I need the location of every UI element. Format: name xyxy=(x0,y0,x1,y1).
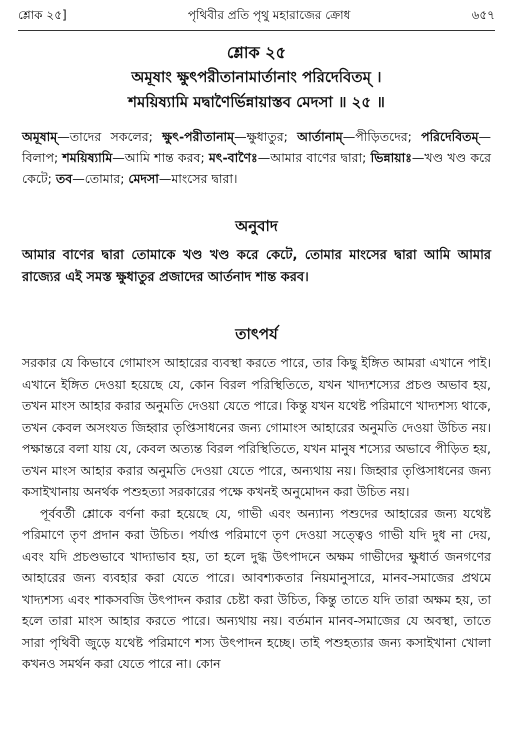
synonym-meaning: —পীড়িতদের; xyxy=(342,129,422,144)
translation-text: আমার বাণের দ্বারা তোমাকে খণ্ড খণ্ড করে কেটে, তোমার মাংসের দ্বারা আমি আমার রাজ্যের এই সমস্ত ক্ষুধাতুর প্রজাদের আর্তনাদ শান্ত করব। xyxy=(22,248,491,285)
running-header xyxy=(18,6,495,28)
synonym-term: অমূষাম্ xyxy=(22,129,58,144)
header-verse-ref: শ্লোক ২৫] xyxy=(18,8,67,22)
synonym-meaning: —ক্ষুধাতুর; xyxy=(234,129,298,144)
synonym-term: ক্ষুৎ-পরীতানাম্ xyxy=(162,129,235,144)
synonym-term: মৎ-বাণৈঃ xyxy=(208,150,258,165)
verse-heading: শ্লোক ২৫ xyxy=(226,43,287,62)
purport-paragraph-1: সরকার যে কিভাবে গোমাংস আহারের ব্যবস্থা করতে পারে, তার কিছু ইঙ্গিত আমরা এখানে পাই। এখানে ইঙ্গিত দেওয়া হয়েছে যে, কোন বিরল পরিস্থিতিতে, যখন খাদ্যশস্যের প্রচণ্ড অভাব হয়, তখন মাংস আহার করার অনুমতি দেওয়া যেতে পারে। কিন্তু যখন যথেষ্ট পরিমাণে খাদ্যশস্য থাকে, তখন কেবল অসংযত জিহ্বার তৃপ্তিসাধনের জন্য গোমাংস আহারের অনুমতি দেওয়া উচিত নয়। পক্ষান্তরে বলা যায় যে, কেবল অত্যন্ত বিরল পরিস্থিতিতে, যখন মানুষ শস্যের অভাবে পীড়িত হয়, তখন মাংস আহার করার অনুমতি দেওয়া যেতে পারে, অন্যথায় নয়। জিহ্বার তৃপ্তিসাধনের জন্য কসাইখানায় অনর্থক পশুহত্যা সরকারের পক্ষে কখনই অনুমোদন করা উচিত নয়। xyxy=(22,355,491,499)
header-chapter-title: পৃথিবীর প্রতি পৃথু মহারাজের ক্রোধ xyxy=(187,8,351,22)
verse-line-1: অমূষাং ক্ষুৎপরীতানামার্তানাং পরিদেবিতম্ । xyxy=(131,68,382,86)
synonym-term: আর্তানাম্ xyxy=(297,129,343,144)
synonym-term: শময়িষ্যামি xyxy=(62,150,113,165)
header-rule xyxy=(18,30,495,31)
translation-title: অনুবাদ xyxy=(235,217,278,235)
synonym-term: তব xyxy=(55,171,73,186)
synonym-meaning: —মাংসের দ্বারা। xyxy=(158,171,238,186)
synonym-meaning: —বিলাপ; xyxy=(22,129,492,165)
verse-line-2: শময়িষ্যামি মদ্বাণৈর্ভিন্নায়াস্তব মেদসা ॥ ২৫ ॥ xyxy=(128,93,385,111)
purport-title: তাৎপর্য xyxy=(235,325,278,343)
synonym-term: মেদসা xyxy=(128,171,159,186)
purport-body xyxy=(22,352,491,675)
synonym-term: পরিদেবিতম্ xyxy=(421,129,479,144)
synonyms-block xyxy=(22,126,491,189)
synonym-meaning: —খণ্ড খণ্ড করে কেটে; xyxy=(22,150,491,186)
page-number: ৬৫৭ xyxy=(471,8,495,22)
purport-paragraph-2: পূর্ববর্তী শ্লোকে বর্ণনা করা হয়েছে যে, গাভী এবং অন্যান্য পশুদের আহারের জন্য যথেষ্ট পরিমাণে তৃণ প্রদান করা উচিত। পর্যাপ্ত পরিমাণে তৃণ দেওয়া সত্ত্বেও গাভী যদি দুধ না দেয়, এবং যদি প্রচণ্ডভাবে খাদ্যাভাব হয়, তা হলে দুগ্ধ উৎপাদনে অক্ষম গাভীদের ক্ষুধার্ত জনগণের আহারের জন্য ব্যবহার করা যেতে পারে। আবশ্যকতার নিয়মানুসারে, মানব-সমাজের প্রথমে খাদ্যশস্য এবং শাকসবজি উৎপাদন করার চেষ্টা করা উচিত, কিন্তু তাতে যদি তারা অক্ষম হয়, তা হলে তারা মাংস আহার করতে পারে। অন্যথায় নয়। বর্তমান মানব-সমাজের যে অবস্থা, তাতে সারা পৃথিবী জুড়ে যথেষ্ট পরিমাণে শস্য উৎপাদন হচ্ছে। তাই পশুহত্যার জন্য কসাইখানা খোলা কখনও সমর্থন করা যেতে পারে না। কোন xyxy=(22,505,491,671)
synonym-meaning: —আমার বাণের দ্বারা; xyxy=(257,150,371,165)
synonym-meaning: —তোমার; xyxy=(72,171,129,186)
synonym-term: ভিন্নায়াঃ xyxy=(370,150,412,165)
synonym-meaning: —তাদের সকলের; xyxy=(57,129,163,144)
synonym-meaning: —আমি শান্ত করব; xyxy=(112,150,209,165)
